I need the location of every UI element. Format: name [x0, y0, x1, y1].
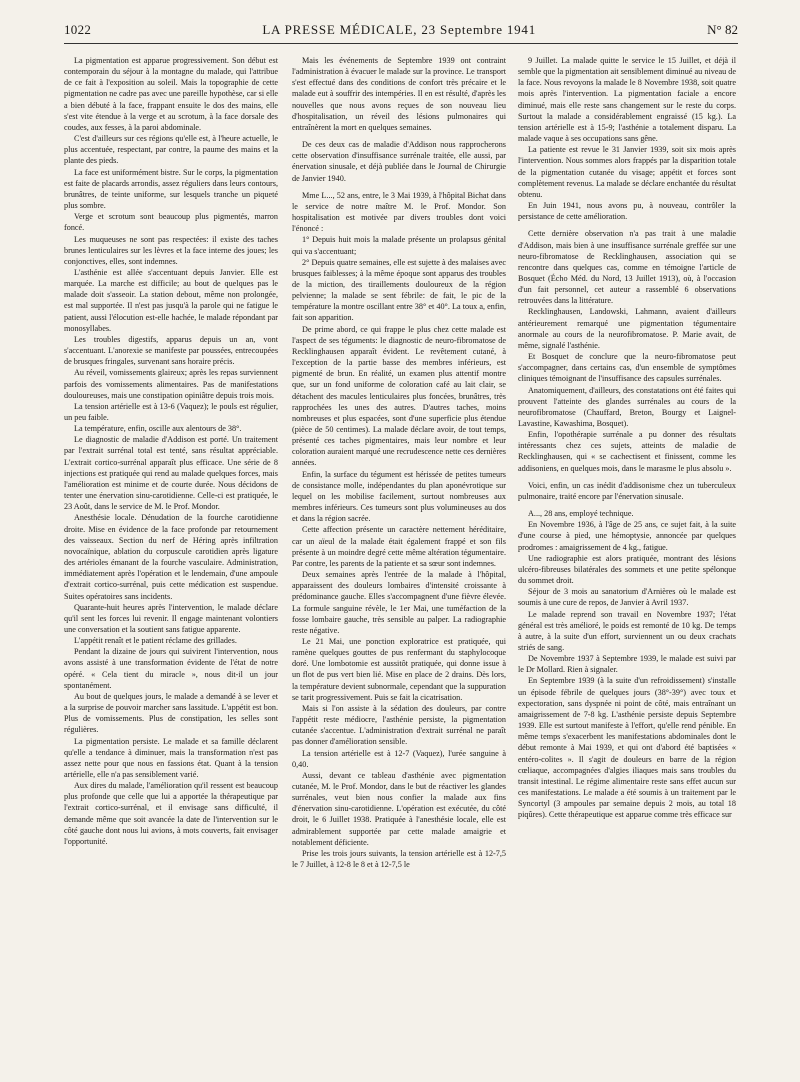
page-number: 1022 [64, 22, 92, 37]
paragraph: La patiente est revue le 31 Janvier 1939, soit six mois après l'intervention. Nous sommes alors frappés par la disparition totale de la pigmentation cutanée du visage; appétit et forces sont complètement revenus. La malade se déclare enchantée du résultat obtenu. [518, 145, 736, 199]
paragraph: La tension artérielle est à 13-6 (Vaquez); le pouls est régulier, un peu faible. [64, 401, 278, 422]
paragraph: De prime abord, ce qui frappe le plus chez cette malade est l'aspect de ses téguments: le diagnostic de neuro-fibromatose de Recklinghausen apparaît évident. Le revêtement cutané, à l'exception de la partie basse des membres inférieurs, est pigmenté de brun. En réalité, un examen plus attentif montre que, sur un fond uniforme de coloration café au lait clair, se détachent des macules lenticulaires plus foncées, brunâtres, très rapprochées les unes des autres. D'autres taches, moins nombreuses et plus espacées, sont d'une superficie plus étendue (pièce de 50 centimes). La malade déclare avoir, de tout temps, présenté ces taches pigmentaires, mais leur nombre et leur coloration auraient marqué une recrudescence nette ces dernières années. [292, 324, 506, 468]
paragraph: 9 Juillet. La malade quitte le service le 15 Juillet, et déjà il semble que la pigmentation ait sensiblement diminué au niveau de la face. Nous revoyons la malade le 8 Novembre 1938, soit quatre mois après l'intervention. La pigmentation faciale a encore diminué, mais elle reste sans changement sur le reste du corps. Surtout la malade a considérablement engraissé (15 kg.). La tension artérielle est à 15-9; l'asthénie a totalement disparu. La malade vaque à ses occupations sans gêne. [518, 56, 736, 144]
header-rule [64, 43, 738, 44]
paragraph: Mme L..., 52 ans, entre, le 3 Mai 1939, à l'hôpital Bichat dans le service de notre maître M. le Prof. Mondor. Son hospitalisation est motivée par divers troubles dont voici l'énoncé : [292, 190, 506, 234]
paragraph: Prise les trois jours suivants, la tension artérielle est à 12-7,5 le 7 Juillet, à 12-8 le 8 et à 12-7,5 le [292, 848, 506, 870]
paragraph: Au réveil, vomissements glaireux; après les repas surviennent parfois des vomissements alimentaires. Pas de manifestations douloureuses, mais une constipation opiniâtre depuis trois mois. [64, 368, 278, 400]
paragraph: Verge et scrotum sont beaucoup plus pigmentés, marron foncé. [64, 212, 278, 233]
paragraph: Recklinghausen, Landowski, Lahmann, avaient d'ailleurs antérieurement remarqué une pigmentation tégumentaire anormale au cours de la neurofibromatose. P. Marie avait, de même, signalé l'asthénie. [518, 307, 736, 350]
paragraph: Cette dernière observation n'a pas trait à une maladie d'Addison, mais bien à une insuffisance surrénale greffée sur une neuro-fibromatose de Recklinghausen, association qui se rencontre dans quelques cas, comme en témoigne l'article de Bosquet (Écho Méd. du Nord, 13 Juillet 1913), où, à l'occasion d'un fait personnel, cet auteur a rassemblé 6 observations retrouvées dans la littérature. [518, 229, 736, 306]
paragraph: Enfin, la surface du tégument est hérissée de petites tumeurs de consistance molle, indépendantes du plan aponévrotique sur lequel on les mobilise facilement, surtout nombreuses aux membres inférieurs. Ces tumeurs sont plus volumineuses au dos et dans la région sacrée. [292, 469, 506, 524]
paragraph: A..., 28 ans, employé technique. [528, 509, 634, 519]
paragraph: Une radiographie est alors pratiquée, montrant des lésions ulcéro-fibreuses bilatérales des sommets et une petite spélonque du sommet droit. [518, 553, 736, 586]
text-column-right [518, 55, 736, 1075]
paragraph: En Novembre 1936, à l'âge de 25 ans, ce sujet fait, à la suite d'une course à pied, une hémoptysie, annoncée par quelques prodromes : amaigrissement de 4 kg., fatigue. [518, 520, 736, 552]
paragraph: La température, enfin, oscille aux alentours de 38°. [74, 424, 242, 434]
paragraph: En Juin 1941, nous avons pu, à nouveau, contrôler la persistance de cette amélioration. [518, 201, 736, 222]
paragraph: En Septembre 1939 (à la suite d'un refroidissement) s'installe un épisode fébrile de quelques jours (38°-39°) avec toux et expectoration, sans dyspnée ni point de côté, mais entraînant un amaigrissement de 7-8 kg. L'asthénie persiste depuis Septembre 1939. Elle est surtout manifeste à l'effort, qu'elle rend pénible. En même temps s'exacerbent les manifestations abdominales dont le début remonte à Mai 1939, et qui ont d'abord été baptisées « entéro-colites ». Il s'agit de douleurs en barre de la région cœliaque, accompagnées d'algies iliaques mais sans troubles du transit intestinal. Le régime alimentaire reste sans effet aucun sur ces manifestations. Le malade a été soumis à un traitement par le Syncortyl (3 ampoules par semaine depuis 2 mois, au total 18 piqûres). Cette thérapeutique est apparue comme très efficace sur [518, 676, 736, 820]
paragraph: Mais les événements de Septembre 1939 ont contraint l'administration à évacuer le malade sur la province. Le transport s'est effectué dans des conditions de confort très précaire et le malade eut à souffrir des intempéries. Il en est résulté, d'après les nouvelles que nous avons reçues de son nouveau lieu d'hospitalisation, un réveil des lésions pulmonaires qui entraînèrent la mort en quelques semaines. [292, 56, 506, 132]
paragraph: 1° Depuis huit mois la malade présente un prolapsus génital qui va s'accentuant; [292, 235, 506, 256]
paragraph: L'appétit renaît et le patient réclame des grillades. [74, 636, 237, 646]
paragraph: L'asthénie est allée s'accentuant depuis Janvier. Elle est marquée. La marche est difficile; au bout de quelques pas le malade doit s'asseoir. La station debout, même non prolongée, est mal supportée. Il n'est pas jusqu'à la parole qui ne fatigue le patient, aussi l'élocution est-elle hachée, le malade répondant par monosyllabes. [64, 267, 278, 333]
text-column-middle [292, 55, 506, 1075]
paragraph: Séjour de 3 mois au sanatorium d'Arnières où le malade est soumis à une cure de repos, de Janvier à Avril 1937. [518, 587, 736, 608]
paragraph: La face est uniformément bistre. Sur le corps, la pigmentation est faite de placards arrondis, assez réguliers dans leurs contours, brunâtres, de teinte uniforme, sur lesquels tranche un piqueté plus sombre. [64, 167, 278, 211]
paragraph: Quarante-huit heures après l'intervention, le malade déclare qu'il sent les forces lui revenir. Il engage maintenant volontiers une conversation et la soutient sans fatigue apparente. [64, 602, 278, 634]
paragraph: Le malade reprend son travail en Novembre 1937; l'état général est très amélioré, le poids est remonté de 10 kg. De temps à autre, à la suite d'un effort, surviennent un ou deux crachats striés de sang. [518, 609, 736, 652]
paragraph: 2° Depuis quatre semaines, elle est sujette à des malaises avec brusques faiblesses; à la même époque sont apparus des troubles de la miction, des tiraillements douloureux de la région pelvienne; la malade se sent fébrile: de fait, le pic de la température la montre oscillant entre 38° et 40°. La toux a, enfin, fait son apparition. [292, 257, 506, 323]
paragraph: Enfin, l'opothérapie surrénale a pu donner des résultats intéressants chez ces sujets, atteints de maladie de Recklinghausen, qui « se cachectisent et finissent, comme les addisoniens, en quelques mois, dans le marasme le plus absolu ». [518, 430, 736, 473]
paragraph: Deux semaines après l'entrée de la malade à l'hôpital, apparaissent des douleurs lombaires d'intensité croissante à prédominance gauche. Elles s'accompagnent d'une fièvre élevée. La formule sanguine révèle, le 1er Mai, une tuméfaction de la fosse lombaire gauche, très sensible au palper. La radiographie reste négative. [292, 570, 506, 635]
paragraph: Le 21 Mai, une ponction exploratrice est pratiquée, qui ramène quelques gouttes de pus renfermant du staphylocoque doré. Une lombotomie est aussitôt pratiquée, qui donne issue à un flot de pus vert bien lié. Mise en place de 2 drains. Dès lors, la température devient subnormale, cependant que la suppuration se tarit progressivement. Puis se fait la cicatrisation. [292, 636, 506, 702]
paragraph: La tension artérielle est à 12-7 (Vaquez), l'urée sanguine à 0,40. [292, 748, 506, 769]
paragraph: Et Bosquet de conclure que la neuro-fibromatose peut s'accompagner, dans certains cas, d'un ensemble de symptômes cliniques témoignant de l'insuffisance des capsules surrénales. [518, 352, 736, 384]
paragraph: Anatomiquement, d'ailleurs, des constatations ont été faites qui prouvent l'atteinte des glandes surrénales au cours de la neurofibromatose (Chauffard, Breton, Bourgy et Laignel-Lavastine, Kawashima, Bosquet). [518, 385, 736, 428]
paragraph: Les muqueuses ne sont pas respectées: il existe des taches brunes lenticulaires sur les lèvres et la face interne des joues; les conjonctives, elles, sont indemnes. [64, 234, 278, 266]
paragraph: Aux dires du malade, l'amélioration qu'il ressent est beaucoup plus profonde que celle que lui a apportée la thérapeutique par l'extrait cortico-surrénal, et il envisage sans difficulté, il demande même que soit avancée la date de l'intervention sur le côté gauche dont nous lui avions, à mots couverts, fait envisager l'opportunité. [64, 781, 278, 846]
paragraph: La pigmentation persiste. Le malade et sa famille déclarent qu'elle a tendance à diminuer, mais la transformation n'est pas assez nette pour que nous en fassions état. Quant à la tension artérielle, elle n'a pas sensiblement varié. [64, 736, 278, 779]
text-column-left [64, 55, 278, 1075]
paragraph: C'est d'ailleurs sur ces régions qu'elle est, à l'heure actuelle, le plus accentuée, respectant, par contre, la paume des mains et la plante des pieds. [64, 134, 278, 166]
journal-title: LA PRESSE MÉDICALE, 23 Septembre 1941 [262, 22, 537, 37]
paragraph: Aussi, devant ce tableau d'asthénie avec pigmentation cutanée, M. le Prof. Mondor, dans le but de réactiver les glandes surrénales, veut bien nous confier la malade aux fins d'énervation sinu-carotidienne. L'opération est exécutée, du côté droit, le 6 Juillet 1938. Pratiquée à l'anesthésie locale, elle est admirablement supportée par cette malade amaigrie et notablement déficiente. [292, 770, 506, 847]
paragraph: De Novembre 1937 à Septembre 1939, le malade est suivi par le Dr Mollard. Rien à signaler. [518, 654, 736, 675]
page-header [64, 22, 738, 42]
paragraph: La pigmentation est apparue progressivement. Son début est contemporain du séjour à la montagne du malade, qui l'attribue de ce fait à l'exposition au soleil. Mais la topographie de cette pigmentation ne cadre pas avec une pareille hypothèse, car si elle a bien débuté à la face, frappant ensuite le dos des mains, elle s'est vite étendue à la verge et au scrotum, à la face dorsale des coudes, aux fesses, à la paroi abdominale. [64, 56, 278, 132]
paragraph: Cette affection présente un caractère nettement héréditaire, car un aïeul de la malade était également frappé et son fils présente à un moindre degré cette même altération tégumentaire. Par contre, les parents de la patiente et sa sœur sont indemnes. [292, 525, 506, 568]
paragraph: Mais si l'on assiste à la sédation des douleurs, par contre l'appétit reste médiocre, l'asthénie persiste, la pigmentation cutanée s'accentue. L'administration d'extrait surrénal ne paraît pas donner d'amélioration sensible. [292, 703, 506, 747]
paragraph: De ces deux cas de maladie d'Addison nous rapprocherons cette observation d'insuffisance surrénale traitée, elle aussi, par énervation sinusale, et déjà publiée dans le Journal de Chirurgie de Janvier 1940. [292, 140, 506, 183]
paragraph: Au bout de quelques jours, le malade a demandé à se lever et a la surprise de pouvoir marcher sans lassitude. L'appétit est bon. Plus de vomissements. Plus de constipation, les selles sont régulières. [64, 691, 278, 735]
paragraph: Les troubles digestifs, apparus depuis un an, vont s'accentuant. L'anorexie se manifeste par poussées, entrecoupées de brusques fringales, survenant sans horaire précis. [64, 334, 278, 367]
paragraph: Voici, enfin, un cas inédit d'addisonisme chez un tuberculeux pulmonaire, traité encore par l'énervation sinusale. [518, 480, 736, 501]
paragraph: Le diagnostic de maladie d'Addison est porté. Un traitement par l'extrait surrénal total est tenté, sans résultat appréciable. L'extrait cortico-surrénal apparaît plus efficace. Une série de 8 injections est pratiquée qui rend au malade quelques forces, mais l'amélioration est minime et de courte durée. Nous décidons de tenter une énervation sinu-carotidienne. Celle-ci est pratiquée, le 23 Août, dans le service de M. le Prof. Mondor. [64, 435, 278, 512]
paragraph: Anesthésie locale. Dénudation de la fourche carotidienne droite. Mise en évidence de la face profonde par retournement des vaisseaux. Section du nerf de Héring après infiltration novocaïnique, ablation du corpuscule carotidien après ligature des artérioles émanant de la fourche vasculaire. Administration, immédiatement après l'opération et le lendemain, d'une ampoule d'extrait cortico-surrénal, puis cette médication est suspendue. Suites opératoires sans incidents. [64, 513, 278, 601]
paragraph: Pendant la dizaine de jours qui suivirent l'intervention, nous avons assisté à une transformation évidente de l'état de notre opéré. « Cela tient du miracle », nous dit-il un jour spontanément. [64, 647, 278, 690]
issue-number: N° 82 [707, 22, 738, 37]
